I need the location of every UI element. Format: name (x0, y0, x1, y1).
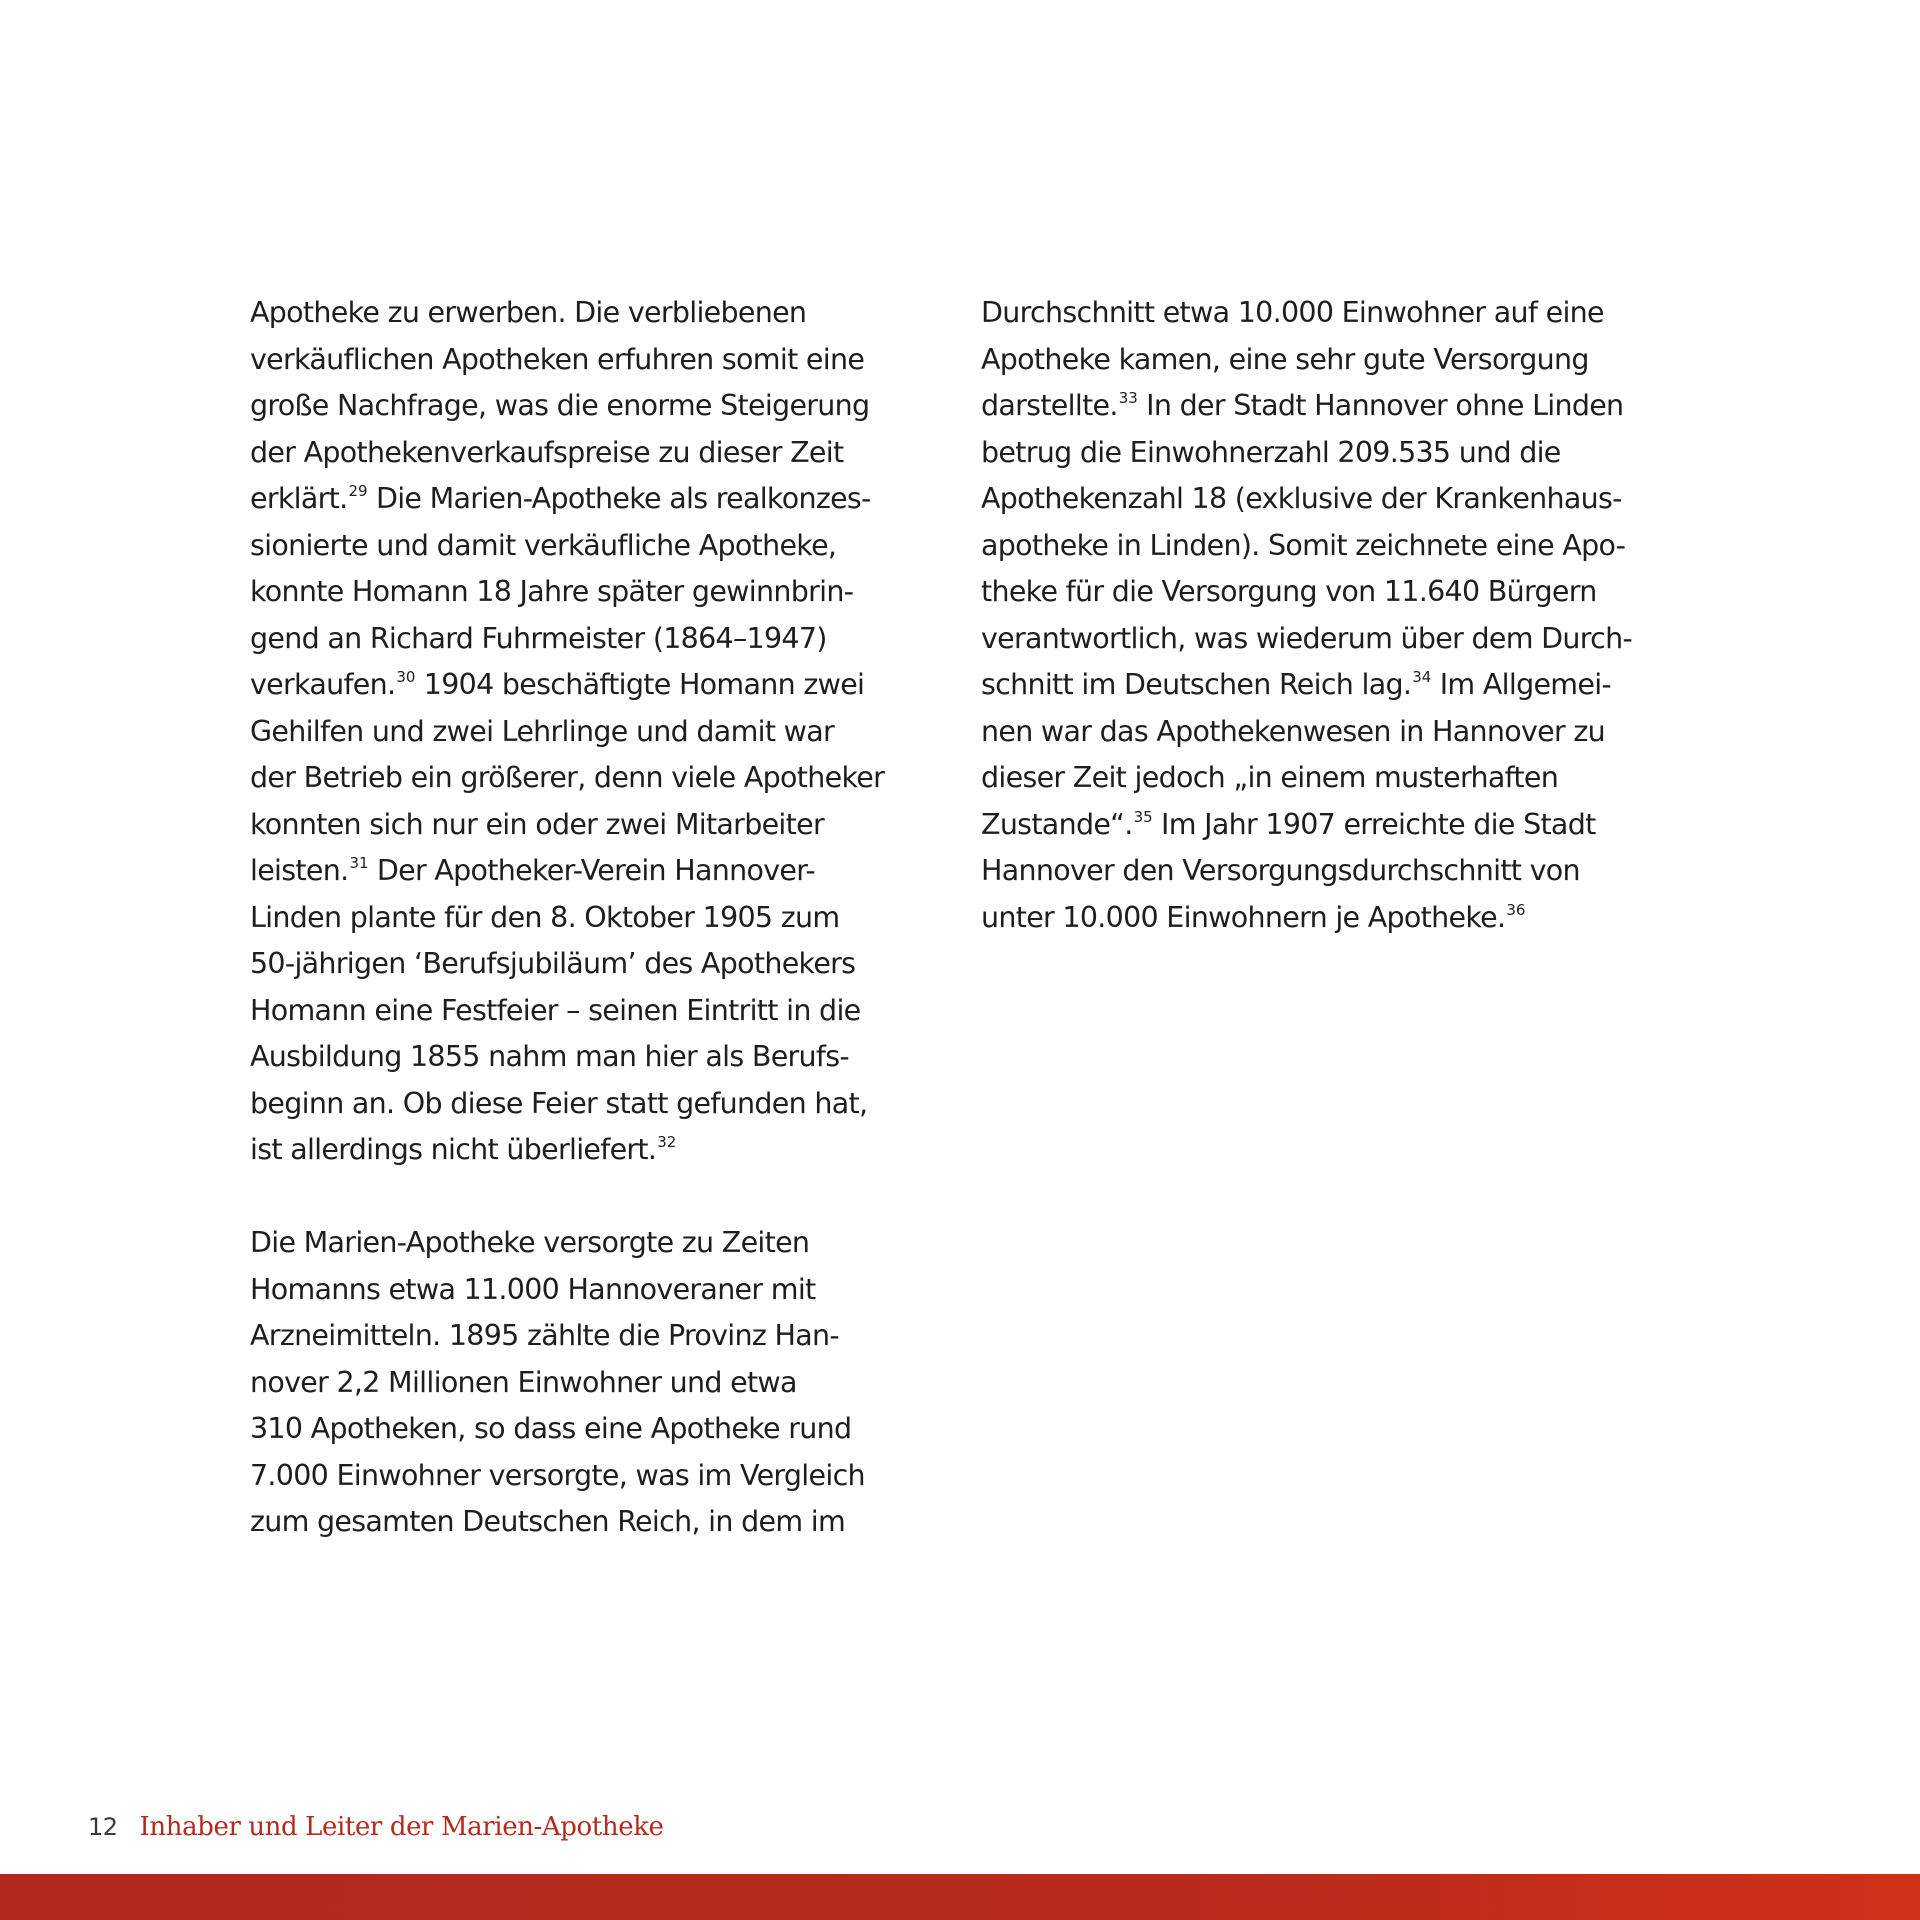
line-text: Durchschnitt etwa 10.000 Einwohner auf eine (981, 296, 1604, 329)
line-text: Homanns etwa 11.000 Hannoveraner mit (250, 1272, 816, 1306)
line-text: verantwortlich, was wiederum über dem Durch- (981, 621, 1633, 655)
page-footer (88, 1812, 664, 1852)
line-text: Apotheke kamen, eine sehr gute Versorgung (981, 342, 1589, 376)
text-line (981, 755, 1681, 802)
line-text: Apothekenzahl 18 (exklusive der Krankenhaus- (981, 482, 1622, 515)
text-line (981, 476, 1681, 523)
text-line (981, 848, 1681, 895)
paragraph-break (250, 1174, 950, 1221)
line-text: unter 10.000 Einwohnern je Apotheke. (981, 900, 1506, 934)
line-text: betrug die Einwohnerzahl 209.535 und die (981, 435, 1561, 469)
line-text: verkaufen. (250, 668, 396, 701)
text-line (250, 569, 950, 616)
text-line (250, 616, 950, 663)
line-text: 50-jährigen ‘Berufsjubiläum’ des Apothekers (250, 947, 856, 980)
line-text: Ausbildung 1855 nahm man hier als Berufs- (250, 1040, 849, 1073)
footnote-marker: 33 (1118, 389, 1138, 407)
footnote-marker: 29 (348, 482, 368, 500)
line-text: ist allerdings nicht überliefert. (250, 1133, 657, 1166)
line-text: theke für die Versorgung von 11.640 Bürgern (981, 575, 1597, 608)
page-number: 12 (88, 1813, 118, 1841)
text-line (250, 709, 950, 756)
line-text: apotheke in Linden). Somit zeichnete eine Apo- (981, 528, 1626, 562)
line-text: dieser Zeit jedoch „in einem musterhaften (981, 761, 1559, 794)
text-line (981, 523, 1681, 570)
text-line (250, 1453, 950, 1500)
text-line (250, 476, 950, 523)
text-line (981, 802, 1681, 849)
line-text: zum gesamten Deutschen Reich, in dem im (250, 1505, 846, 1538)
line-text: große Nachfrage, was die enorme Steigerung (250, 389, 870, 422)
text-line (250, 1034, 950, 1081)
line-text: Homann eine Festfeier – seinen Eintritt in die (250, 993, 861, 1027)
text-line (250, 755, 950, 802)
line-text: beginn an. Ob diese Feier statt gefunden hat, (250, 1086, 868, 1120)
text-line (250, 1267, 950, 1314)
line-text: darstellte. (981, 389, 1118, 422)
text-line (981, 895, 1681, 942)
text-line (250, 662, 950, 709)
line-text: Hannover den Versorgungsdurchschnitt von (981, 854, 1580, 887)
line-text-continued: In der Stadt Hannover ohne Linden (1137, 389, 1624, 422)
text-line (250, 1127, 950, 1174)
line-text: Gehilfen und zwei Lehrlinge und damit war (250, 714, 835, 748)
bottom-accent-bar (0, 1874, 1920, 1920)
text-line (250, 1406, 950, 1453)
line-text: 7.000 Einwohner versorgte, was im Vergleich (250, 1458, 865, 1492)
running-title: Inhaber und Leiter der Marien-Apotheke (139, 1812, 664, 1842)
text-line (250, 1220, 950, 1267)
text-line (250, 290, 950, 337)
line-text: schnitt im Deutschen Reich lag. (981, 668, 1412, 701)
footnote-marker: 34 (1412, 668, 1432, 686)
text-line (250, 1081, 950, 1128)
line-text: der Betrieb ein größerer, denn viele Apotheker (250, 761, 885, 794)
line-text: konnten sich nur ein oder zwei Mitarbeiter (250, 807, 824, 841)
line-text-continued: Der Apotheker-Verein Hannover- (368, 854, 816, 887)
line-text: der Apothekenverkaufspreise zu dieser Zeit (250, 435, 844, 469)
line-text: erklärt. (250, 482, 348, 515)
footnote-marker: 36 (1506, 900, 1526, 919)
text-line (981, 616, 1681, 663)
line-text-continued: Im Jahr 1907 erreichte die Stadt (1152, 807, 1596, 841)
line-text: nover 2,2 Millionen Einwohner und etwa (250, 1365, 797, 1399)
line-text: gend an Richard Fuhrmeister (1864–1947) (250, 621, 827, 655)
text-line (250, 895, 950, 942)
line-text: 310 Apotheken, so dass eine Apotheke rund (250, 1412, 852, 1445)
text-line (250, 988, 950, 1035)
text-line (250, 430, 950, 477)
line-text-continued: Die Marien-Apotheke als realkonzes- (367, 482, 871, 515)
line-text: Zustande“. (981, 807, 1133, 841)
text-line (981, 662, 1681, 709)
footnote-marker: 31 (349, 854, 369, 872)
text-line (250, 941, 950, 988)
line-text: verkäuflichen Apotheken erfuhren somit eine (250, 342, 865, 376)
line-text: nen war das Apothekenwesen in Hannover zu (981, 714, 1605, 748)
text-line (981, 337, 1681, 384)
text-line (981, 709, 1681, 756)
text-line (981, 569, 1681, 616)
footnote-marker: 30 (396, 668, 416, 686)
text-line (981, 290, 1681, 337)
text-line (250, 802, 950, 849)
line-text-continued: Im Allgemei- (1431, 668, 1612, 701)
line-text: konnte Homann 18 Jahre später gewinnbrin- (250, 575, 854, 608)
line-text: Linden plante für den 8. Oktober 1905 zum (250, 900, 840, 934)
line-text: leisten. (250, 854, 349, 887)
text-line (250, 383, 950, 430)
line-text: Die Marien-Apotheke versorgte zu Zeiten (250, 1226, 810, 1259)
text-line (250, 1499, 950, 1546)
text-line (981, 430, 1681, 477)
text-line (250, 523, 950, 570)
text-line (981, 383, 1681, 430)
line-text: Apotheke zu erwerben. Die verbliebenen (250, 296, 807, 329)
footnote-marker: 35 (1133, 807, 1153, 826)
text-line (250, 1313, 950, 1360)
text-line (250, 848, 950, 895)
footnote-marker: 32 (657, 1133, 677, 1151)
text-line (250, 1360, 950, 1407)
left-text-column (250, 290, 950, 1546)
line-text: Arzneimitteln. 1895 zählte die Provinz Han- (250, 1319, 839, 1352)
right-text-column (981, 290, 1681, 941)
line-text-continued: 1904 beschäftigte Homann zwei (415, 668, 865, 701)
line-text: sionierte und damit verkäufliche Apotheke, (250, 528, 837, 562)
text-line (250, 337, 950, 384)
